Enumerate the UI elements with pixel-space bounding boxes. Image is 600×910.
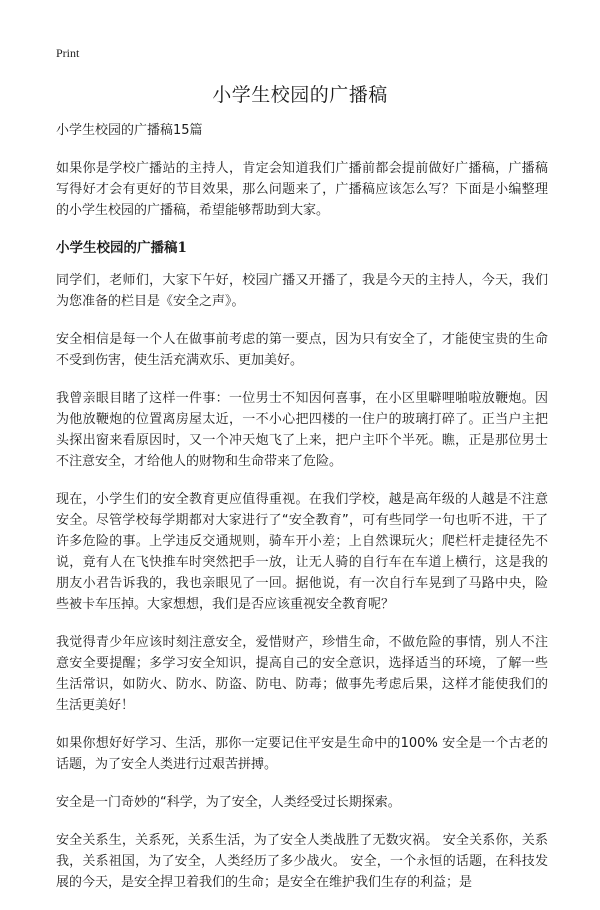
body-paragraph-8: 安全关系生，关系死，关系生活，为了安全人类战胜了无数灾祸。 安全关系你，关系我，关系祖国，为了安全，人类经历了多少战火。 安全，一个永恒的话题，在科技发展的今天，是安全捍卫着我们的生命；是安全在维护我们生存的利益；是	[56, 833, 548, 890]
body-paragraph-6: 如果你想好好学习、生活，那你一定要记住平安是生命中的100% 安全是一个古老的话题，为了安全人类进行过艰苦拼搏。	[56, 736, 548, 772]
section-heading: 小学生校园的广播稿1	[56, 240, 187, 256]
body-paragraph-7: 安全是一门奇妙的“科学，为了安全，人类经受过长期探索。	[56, 795, 401, 810]
intro-paragraph: 如果你是学校广播站的主持人，肯定会知道我们广播前都会提前做好广播稿，广播稿写得好才会有更好的节目效果，那么问题来了，广播稿应该怎么写？下面是小编整理的小学生校园的广播稿，希望能够帮助到大家。	[56, 161, 548, 218]
body-paragraph-5: 我觉得青少年应该时刻注意安全，爱惜财产，珍惜生命，不做危险的事情，别人不注意安全要提醒；多学习安全知识，提高自己的安全意识，选择适当的环境，了解一些生活常识，如防火、防水、防盗、防电、防毒；做事先考虑后果，这样才能使我们的生活更美好！	[56, 635, 548, 713]
body-paragraph-2: 安全相信是每一个人在做事前考虑的第一要点，因为只有安全了，才能使宝贵的生命不受到伤害，使生活充满欢乐、更加美好。	[56, 332, 548, 368]
page-title: 小学生校园的广播稿	[212, 84, 388, 106]
print-link[interactable]: Print	[56, 46, 80, 60]
body-paragraph-3: 我曾亲眼目睹了这样一件事：一位男士不知因何喜事，在小区里噼哩啪啦放鞭炮。因为他放鞭炮的位置离房屋太近，一不小心把四楼的一住户的玻璃打碎了。正当户主把头探出窗来看原因时，又一个冲天炮飞了上来，把户主吓个半死。瞧，正是那位男士不注意安全，才给他人的财物和生命带来了危险。	[56, 391, 548, 469]
document-body	[56, 120, 548, 910]
body-paragraph-1: 同学们，老师们，大家下午好，校园广播又开播了，我是今天的主持人，今天，我们为您准备的栏目是《安全之声》。	[56, 273, 548, 309]
document-subtitle: 小学生校园的广播稿15篇	[56, 123, 203, 138]
body-paragraph-4: 现在，小学生们的安全教育更应值得重视。在我们学校，越是高年级的人越是不注意安全。尽管学校每学期都对大家进行了“安全教育”，可有些同学一句也听不进，干了许多危险的事。上学违反交通规则，骑车开小差；上自然课玩火；爬栏杆走捷径先不说，竟有人在飞快推车时突然把手一放，让无人骑的自行车在车道上横行，这是我的朋友小君告诉我的，我也亲眼见了一回。据他说，有一次自行车晃到了马路中央，险些被卡车压掉。大家想想，我们是否应该重视安全教育呢？	[56, 492, 548, 612]
